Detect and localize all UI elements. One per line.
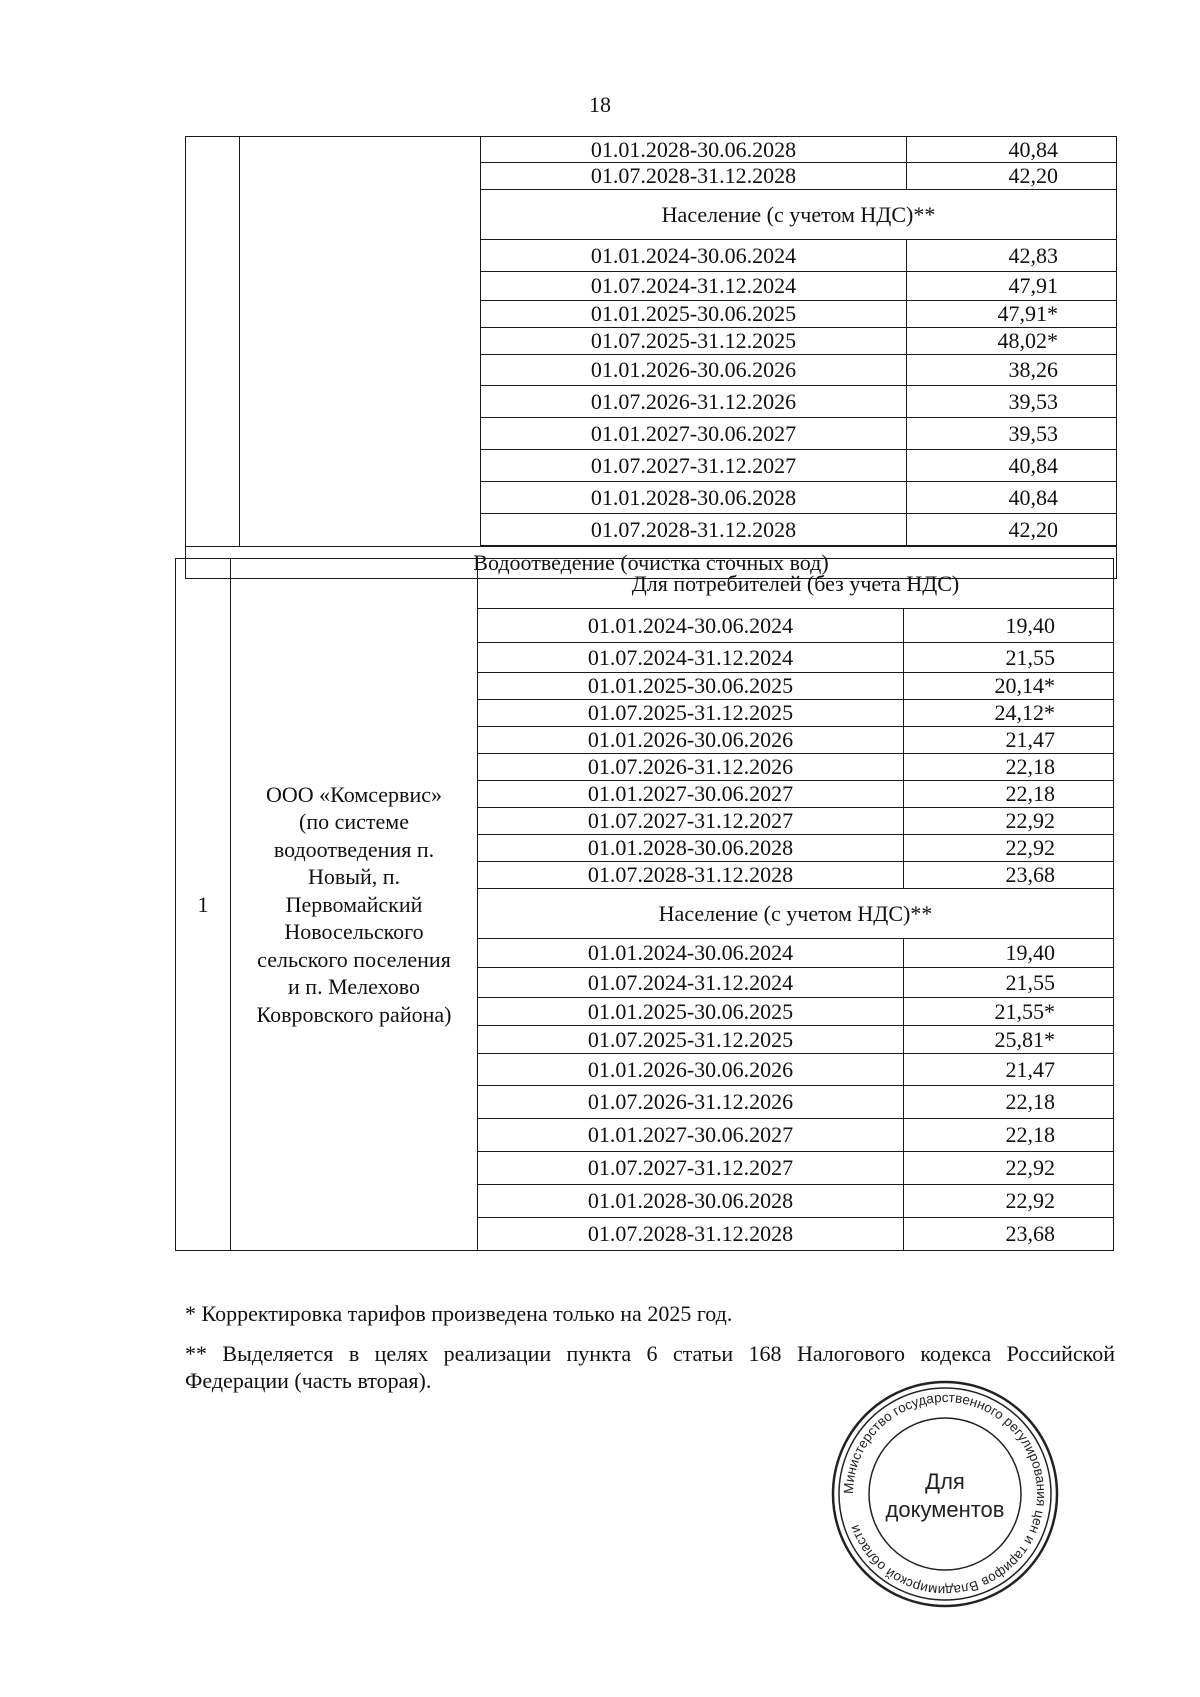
period-cell: 01.01.2024-30.06.2024 — [478, 939, 904, 968]
footnote-1: * Корректировка тарифов произведена только на 2025 год. — [185, 1301, 733, 1326]
period-cell: 01.07.2027-31.12.2027 — [478, 808, 904, 835]
tariff-value-cell: 21,55 — [904, 643, 1114, 673]
tariff-value-cell: 22,18 — [904, 754, 1114, 781]
org-line: Первомайский — [285, 891, 423, 917]
tariff-value-cell: 21,47 — [904, 1054, 1114, 1086]
period-cell: 01.07.2024-31.12.2024 — [478, 643, 904, 673]
period-cell: 01.01.2025-30.06.2025 — [478, 673, 904, 700]
tariff-value-cell: 47,91* — [907, 301, 1117, 328]
row-number-cell: 1 — [176, 559, 231, 1251]
period-cell: 01.01.2026-30.06.2026 — [481, 355, 907, 386]
period-cell: 01.01.2027-30.06.2027 — [481, 418, 907, 450]
org-line: (по системе — [299, 809, 409, 835]
tariff-value-cell: 40,84 — [907, 450, 1117, 482]
number-cell-blank — [186, 137, 240, 547]
period-cell: 01.01.2025-30.06.2025 — [481, 301, 907, 328]
period-cell: 01.01.2027-30.06.2027 — [478, 1119, 904, 1152]
tariff-value-cell: 22,18 — [904, 1119, 1114, 1152]
page-number: 18 — [589, 92, 611, 117]
org-line: сельского поселения — [257, 946, 451, 972]
official-seal — [828, 1377, 1062, 1611]
tariff-value-cell: 19,40 — [904, 939, 1114, 968]
period-cell: 01.01.2028-30.06.2028 — [481, 482, 907, 514]
seal-ring-text: Министерство государственного регулирования цен и тарифов Владимирской области — [840, 1389, 1050, 1599]
seal-center-line-2: документов — [885, 1497, 1005, 1522]
tariff-value-cell: 40,84 — [907, 137, 1117, 163]
period-cell: 01.01.2026-30.06.2026 — [478, 727, 904, 754]
period-cell: 01.07.2024-31.12.2024 — [481, 272, 907, 301]
period-cell: 01.01.2027-30.06.2027 — [478, 781, 904, 808]
tariff-value-cell: 47,91 — [907, 272, 1117, 301]
organization-cell — [231, 559, 478, 1251]
period-cell: 01.01.2028-30.06.2028 — [481, 137, 907, 163]
tariff-value-cell: 21,55* — [904, 998, 1114, 1026]
tariff-value-cell: 22,92 — [904, 835, 1114, 862]
population-subheader: Население (с учетом НДС)** — [478, 889, 1114, 939]
period-cell: 01.01.2028-30.06.2028 — [478, 1185, 904, 1218]
period-cell: 01.07.2026-31.12.2026 — [478, 754, 904, 781]
section-title: Водоотведение (очистка сточных вод) — [186, 547, 1117, 579]
tariff-value-cell: 19,40 — [904, 609, 1114, 643]
period-cell: 01.01.2024-30.06.2024 — [481, 240, 907, 272]
period-cell: 01.01.2028-30.06.2028 — [478, 835, 904, 862]
period-cell: 01.07.2025-31.12.2025 — [481, 328, 907, 355]
period-cell: 01.07.2028-31.12.2028 — [481, 514, 907, 546]
period-cell: 01.07.2026-31.12.2026 — [478, 1086, 904, 1119]
period-cell: 01.07.2026-31.12.2026 — [481, 386, 907, 418]
tariff-value-cell: 21,55 — [904, 968, 1114, 998]
tariff-value-cell: 22,92 — [904, 1152, 1114, 1185]
consumers-subheader: Для потребителей (без учета НДС) — [478, 559, 1114, 609]
period-cell: 01.07.2027-31.12.2027 — [478, 1152, 904, 1185]
tariff-value-cell: 22,18 — [904, 781, 1114, 808]
tariff-value-cell: 22,18 — [904, 1086, 1114, 1119]
tariff-value-cell: 42,20 — [907, 514, 1117, 546]
tariff-value-cell: 42,83 — [907, 240, 1117, 272]
wastewater-tariff-table — [175, 558, 1114, 1251]
period-cell: 01.07.2025-31.12.2025 — [478, 700, 904, 727]
org-line: Новый, п. — [307, 864, 401, 890]
tariff-value-cell: 23,68 — [904, 1218, 1114, 1251]
tariff-value-cell: 21,47 — [904, 727, 1114, 754]
org-line: ООО «Комсервис» — [266, 781, 442, 807]
period-cell: 01.07.2028-31.12.2028 — [478, 862, 904, 889]
period-cell: 01.07.2025-31.12.2025 — [478, 1026, 904, 1054]
org-line: водоотведения п. — [273, 836, 435, 862]
period-cell: 01.07.2028-31.12.2028 — [478, 1218, 904, 1251]
footnote-2-line-2: Федерации (часть вторая). — [185, 1368, 432, 1393]
footnote-2-line-1: ** Выделяется в целях реализации пункта 6 статьи 168 Налогового кодекса Российской — [185, 1341, 1115, 1366]
period-cell: 01.07.2027-31.12.2027 — [481, 450, 907, 482]
period-cell: 01.01.2024-30.06.2024 — [478, 609, 904, 643]
continuation-table — [185, 136, 1117, 579]
tariff-value-cell: 22,92 — [904, 808, 1114, 835]
tariff-value-cell: 40,84 — [907, 482, 1117, 514]
tariff-value-cell: 20,14* — [904, 673, 1114, 700]
org-cell-blank — [240, 137, 481, 547]
tariff-value-cell: 25,81* — [904, 1026, 1114, 1054]
tariff-value-cell: 38,26 — [907, 355, 1117, 386]
tariff-value-cell: 23,68 — [904, 862, 1114, 889]
tariff-value-cell: 22,92 — [904, 1185, 1114, 1218]
tariff-value-cell: 39,53 — [907, 418, 1117, 450]
period-cell: 01.01.2025-30.06.2025 — [478, 998, 904, 1026]
tariff-value-cell: 48,02* — [907, 328, 1117, 355]
org-line: Ковровского района) — [256, 1001, 452, 1027]
period-cell: 01.07.2024-31.12.2024 — [478, 968, 904, 998]
tariff-value-cell: 39,53 — [907, 386, 1117, 418]
tariff-value-cell: 42,20 — [907, 163, 1117, 190]
population-subheader: Население (с учетом НДС)** — [481, 190, 1117, 240]
tariff-value-cell: 24,12* — [904, 700, 1114, 727]
period-cell: 01.07.2028-31.12.2028 — [481, 163, 907, 190]
seal-center-line-1: Для — [925, 1469, 965, 1494]
org-line: и п. Мелехово — [288, 974, 420, 1000]
org-line: Новосельского — [284, 919, 424, 945]
period-cell: 01.01.2026-30.06.2026 — [478, 1054, 904, 1086]
